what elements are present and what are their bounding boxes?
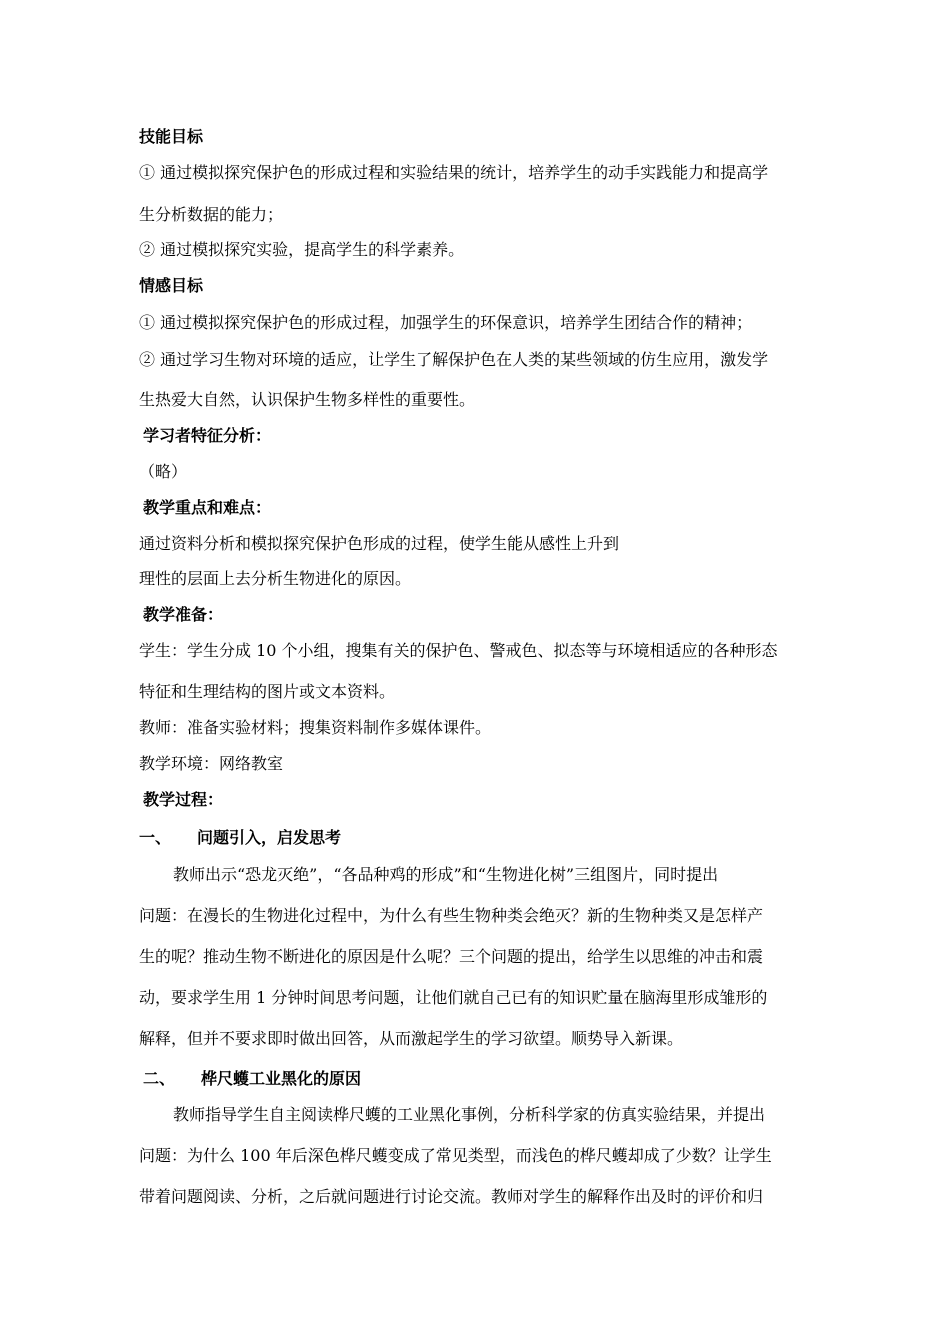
learner-heading: 学习者特征分析：: [143, 426, 272, 445]
preparation-teacher: 教师：准备实验材料；搜集资料制作多媒体课件。: [139, 718, 492, 737]
emotion-goal-1: ① 通过模拟探究保护色的形成过程，加强学生的环保意识，培养学生团结合作的精神；: [139, 313, 753, 332]
learner-content: （略）: [139, 462, 188, 481]
section-1-paragraph-line: 生的呢？推动生物不断进化的原因是什么呢？三个问题的提出，给学生以思维的冲击和震: [139, 947, 764, 966]
process-heading: 教学过程：: [143, 790, 224, 809]
skill-goal-1-line-2: 生分析数据的能力；: [139, 205, 284, 224]
section-1-heading: [139, 828, 341, 848]
preparation-environment: 教学环境：网络教室: [139, 754, 284, 773]
preparation-student-line-1: 学生：学生分成 10 个小组，搜集有关的保护色、警戒色、拟态等与环境相适应的各种形态: [139, 641, 778, 660]
section-2-paragraph-line: 带着问题阅读、分析，之后就问题进行讨论交流。教师对学生的解释作出及时的评价和归: [139, 1187, 764, 1206]
skill-goals-heading: 技能目标: [139, 127, 204, 146]
section-2-heading: [143, 1069, 361, 1089]
emotion-goals-heading: 情感目标: [139, 276, 204, 295]
skill-goal-1-line-1: ① 通过模拟探究保护色的形成过程和实验结果的统计，培养学生的动手实践能力和提高学: [139, 163, 769, 182]
key-points-line-1: 通过资料分析和模拟探究保护色形成的过程，使学生能从感性上升到: [139, 534, 620, 553]
section-2-paragraph-line: 问题：为什么 100 年后深色桦尺蠖变成了常见类型，而浅色的桦尺蠖却成了少数？让学生: [139, 1146, 772, 1165]
section-2-title: 桦尺蠖工业黑化的原因: [201, 1069, 362, 1088]
section-1-paragraph-line: 教师出示“恐龙灭绝”，“各品种鸡的形成”和“生物进化树”三组图片，同时提出: [173, 865, 719, 884]
section-1-paragraph-line: 解释，但并不要求即时做出回答，从而激起学生的学习欲望。顺势导入新课。: [139, 1029, 684, 1048]
preparation-heading: 教学准备：: [143, 605, 224, 624]
emotion-goal-2-line-2: 生热爱大自然，认识保护生物多样性的重要性。: [139, 390, 476, 409]
section-1-paragraph-line: 问题：在漫长的生物进化过程中，为什么有些生物种类会绝灭？新的生物种类又是怎样产: [139, 906, 764, 925]
key-points-heading: 教学重点和难点：: [143, 498, 272, 517]
key-points-line-2: 理性的层面上去分析生物进化的原因。: [139, 569, 412, 588]
section-1-title: 问题引入，启发思考: [197, 828, 342, 847]
emotion-goal-2-line-1: ② 通过学习生物对环境的适应，让学生了解保护色在人类的某些领域的仿生应用，激发学: [139, 350, 769, 369]
section-1-paragraph-line: 动，要求学生用 1 分钟时间思考问题，让他们就自己已有的知识贮量在脑海里形成雏形的: [139, 988, 768, 1007]
section-2-paragraph-line: 教师指导学生自主阅读桦尺蠖的工业黑化事例，分析科学家的仿真实验结果，并提出: [173, 1105, 766, 1124]
skill-goal-2: ② 通过模拟探究实验，提高学生的科学素养。: [139, 240, 465, 259]
section-1-number: 一、: [139, 828, 172, 847]
preparation-student-line-2: 特征和生理结构的图片或文本资料。: [139, 682, 396, 701]
section-2-number: 二、: [143, 1069, 176, 1088]
